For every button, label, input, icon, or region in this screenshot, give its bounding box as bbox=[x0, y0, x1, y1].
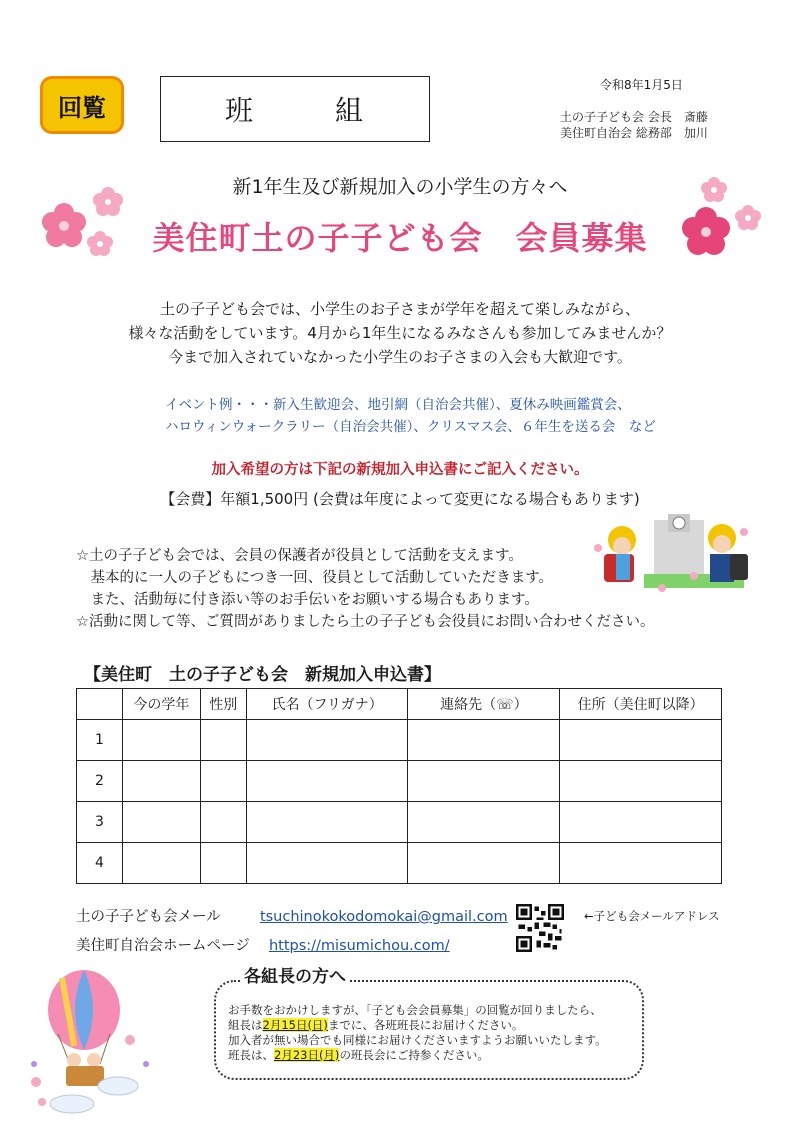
table-row bbox=[77, 843, 722, 884]
kairan-badge: 回覧 bbox=[40, 76, 124, 134]
mail-row bbox=[76, 905, 508, 926]
address-field[interactable] bbox=[560, 761, 722, 802]
grade-field[interactable] bbox=[122, 720, 200, 761]
header-blank bbox=[77, 689, 123, 720]
subtitle: 新1年生及び新規加入の小学生の方々へ bbox=[232, 176, 568, 198]
gender-field[interactable] bbox=[200, 843, 246, 884]
gender-field[interactable] bbox=[200, 802, 246, 843]
mail-link[interactable]: tsuchinokokodomokai@gmail.com bbox=[259, 909, 508, 925]
qr-code[interactable] bbox=[516, 904, 564, 952]
contact-field[interactable] bbox=[408, 843, 560, 884]
han-label: 班 bbox=[224, 94, 255, 127]
address-field[interactable] bbox=[560, 843, 722, 884]
event-line-1: イベント例・・・新入生歓迎会、地引網（自治会共催）、夏休み映画鑑賞会、 bbox=[165, 397, 631, 413]
header-contact: 連絡先（☏） bbox=[408, 689, 560, 720]
intro-line-3: 今まで加入されていなかった小学生のお子さまの入会も大歓迎です。 bbox=[168, 348, 632, 366]
table-row bbox=[77, 761, 722, 802]
deadline-date-1: 2月15日(日) bbox=[262, 1018, 328, 1032]
signer-1: 土の子子ども会 会長 斎藤 bbox=[560, 110, 708, 124]
name-field[interactable] bbox=[246, 720, 408, 761]
signer-2: 美住町自治会 総務部 加川 bbox=[560, 126, 708, 140]
name-field[interactable] bbox=[246, 802, 408, 843]
leaders-line-4-pre: 班長は、 bbox=[228, 1048, 274, 1062]
gender-field[interactable] bbox=[200, 720, 246, 761]
notice-text: 加入希望の方は下記の新規加入申込書にご記入ください。 bbox=[211, 462, 589, 478]
children-school-illustration bbox=[594, 514, 754, 598]
header-grade: 今の学年 bbox=[122, 689, 200, 720]
homepage-label: 美住町自治会ホームページ bbox=[76, 938, 250, 954]
balloon-illustration bbox=[22, 968, 162, 1118]
row-number: 1 bbox=[77, 720, 123, 761]
leaders-line-1: お手数をおかけしますが、「子ども会会員募集」の回覧が回りましたら、 bbox=[228, 1003, 602, 1017]
note-line-1: ☆土の子子ども会では、会員の保護者が役員として活動を支えます。 bbox=[76, 548, 523, 564]
table-row bbox=[77, 802, 722, 843]
gender-field[interactable] bbox=[200, 761, 246, 802]
intro-line-1: 土の子子ども会では、小学生のお子さまが学年を超えて楽しみながら、 bbox=[159, 300, 640, 318]
grade-field[interactable] bbox=[122, 843, 200, 884]
fee-text: 【会費】年額1,500円 (会費は年度によって変更になる場合もあります) bbox=[160, 490, 640, 508]
leaders-title: 各組長の方へ bbox=[240, 962, 350, 987]
leaders-line-2-pre: 組長は bbox=[228, 1018, 263, 1032]
leaders-line-3: 加入者が無い場合でも同様にお届けくださいますようお願いいたします。 bbox=[228, 1033, 607, 1047]
name-field[interactable] bbox=[246, 843, 408, 884]
grade-field[interactable] bbox=[122, 802, 200, 843]
deadline-date-2: 2月23日(月) bbox=[274, 1048, 340, 1062]
leaders-line-2 bbox=[228, 1017, 523, 1033]
event-line-2: ハロウィンウォークラリー（自治会共催）、クリスマス会、６年生を送る会 など bbox=[165, 419, 656, 435]
table-header-row bbox=[77, 689, 722, 720]
hangumi-box bbox=[160, 76, 430, 142]
contact-field[interactable] bbox=[408, 761, 560, 802]
kumi-label: 組 bbox=[335, 94, 366, 127]
qr-label: ←子ども会メールアドレス bbox=[584, 909, 720, 923]
issue-date: 令和8年1月5日 bbox=[600, 78, 683, 92]
form-title: 【美住町 土の子子ども会 新規加入申込書】 bbox=[84, 665, 441, 685]
application-form-table bbox=[76, 688, 722, 884]
leaders-line-2-post: までに、各班班長にお届けください。 bbox=[327, 1018, 524, 1032]
row-number: 3 bbox=[77, 802, 123, 843]
leaders-line-4 bbox=[228, 1047, 489, 1063]
header-address: 住所（美住町以降） bbox=[560, 689, 722, 720]
mail-label: 土の子子ども会メール bbox=[76, 909, 221, 925]
grade-field[interactable] bbox=[122, 761, 200, 802]
leaders-line-4-post: の班長会にご持参ください。 bbox=[339, 1048, 489, 1062]
row-number: 2 bbox=[77, 761, 123, 802]
name-field[interactable] bbox=[246, 761, 408, 802]
note-line-3: また、活動毎に付き添い等のお手伝いをお願いする場合もあります。 bbox=[76, 592, 539, 608]
row-number: 4 bbox=[77, 843, 123, 884]
homepage-row bbox=[76, 934, 450, 955]
note-line-2: 基本的に一人の子どもにつき一回、役員として活動していただきます。 bbox=[76, 570, 554, 586]
note-line-4: ☆活動に関して等、ご質問がありましたら土の子子ども会役員にお問い合わせください。 bbox=[76, 614, 655, 630]
header-name: 氏名（フリガナ） bbox=[246, 689, 408, 720]
address-field[interactable] bbox=[560, 720, 722, 761]
homepage-link[interactable]: https://misumichou.com/ bbox=[268, 938, 450, 954]
header-gender: 性別 bbox=[200, 689, 246, 720]
page-title: 美住町土の子子ども会 会員募集 bbox=[152, 219, 648, 257]
address-field[interactable] bbox=[560, 802, 722, 843]
intro-line-2: 様々な活動をしています。4月から1年生になるみなさんも参加してみませんか？ bbox=[128, 324, 672, 342]
table-row bbox=[77, 720, 722, 761]
contact-field[interactable] bbox=[408, 802, 560, 843]
contact-field[interactable] bbox=[408, 720, 560, 761]
